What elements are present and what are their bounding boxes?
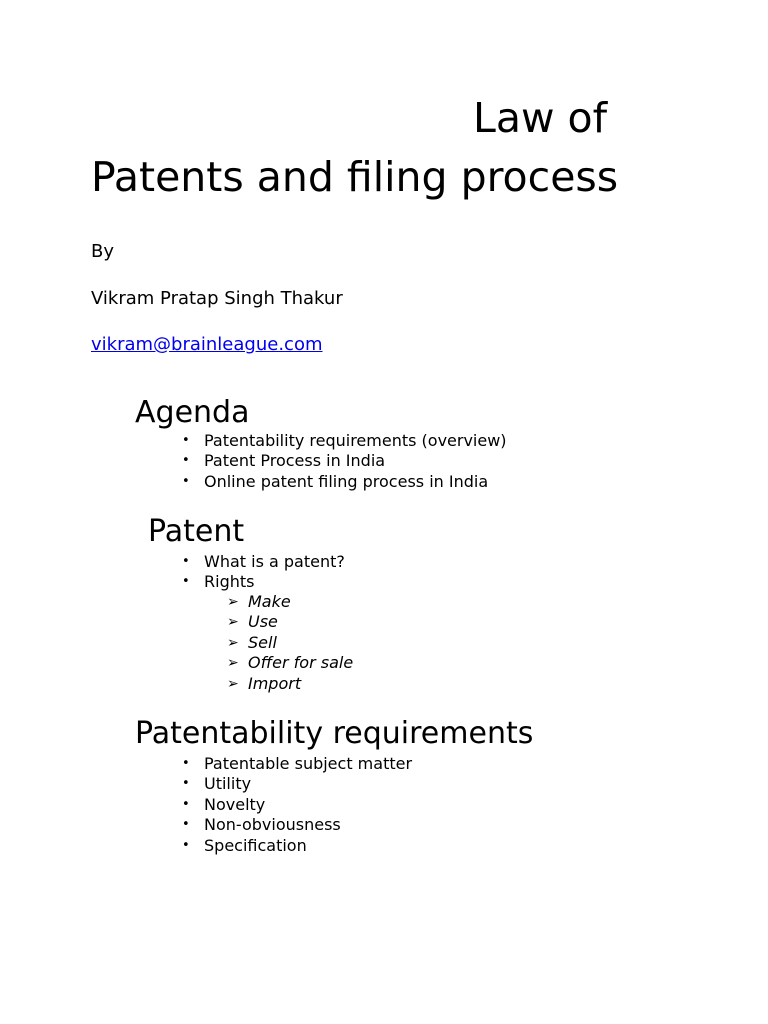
requirements-heading: Patentability requirements	[135, 716, 534, 751]
agenda-list	[182, 431, 507, 492]
rights-item: ➢ Offer for sale	[227, 653, 353, 673]
document-title-line2: Patents and filing process	[91, 153, 619, 201]
list-item: • Utility	[182, 774, 412, 794]
rights-item: ➢ Sell	[227, 633, 353, 653]
rights-item: ➢ Make	[227, 592, 353, 612]
list-item: • Patent Process in India	[182, 451, 507, 471]
document-title-line1: Law of	[473, 94, 608, 142]
list-item: • Specification	[182, 836, 412, 856]
list-item: • What is a patent?	[182, 552, 345, 572]
rights-list	[227, 592, 353, 694]
rights-item: ➢ Use	[227, 612, 353, 632]
list-item: • Patentable subject matter	[182, 754, 412, 774]
author-email-link[interactable]: vikram@brainleague.com	[91, 334, 323, 355]
list-item: • Novelty	[182, 795, 412, 815]
list-item: • Patentability requirements (overview)	[182, 431, 507, 451]
patent-list	[182, 552, 345, 593]
agenda-heading: Agenda	[135, 395, 250, 430]
patent-heading: Patent	[148, 514, 245, 549]
list-item: • Rights	[182, 572, 345, 592]
list-item: • Non-obviousness	[182, 815, 412, 835]
byline-label: By	[91, 241, 115, 262]
rights-item: ➢ Import	[227, 674, 353, 694]
author-name: Vikram Pratap Singh Thakur	[91, 288, 343, 309]
requirements-list	[182, 754, 412, 856]
list-item: • Online patent filing process in India	[182, 472, 507, 492]
